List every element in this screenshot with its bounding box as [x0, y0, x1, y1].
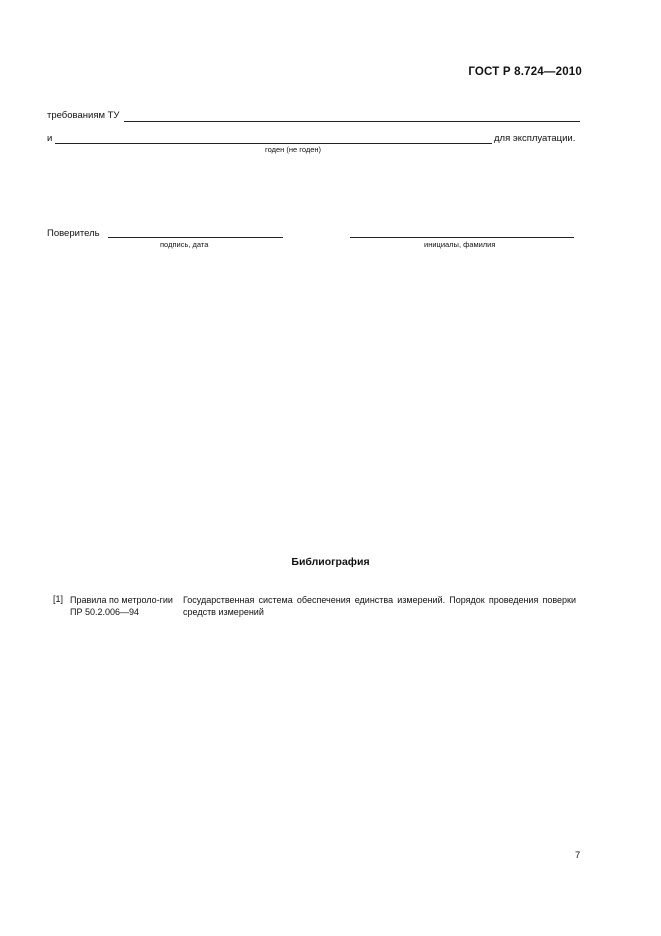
- caption-initials-surname: инициалы, фамилия: [424, 240, 496, 249]
- reference-description: Государственная система обеспечения единства измерений. Порядок проведения поверки средств измерений: [183, 595, 576, 617]
- caption-fit-unfit: годен (не годен): [265, 145, 322, 154]
- reference-number: [1]: [53, 594, 64, 604]
- document-id: ГОСТ Р 8.724—2010: [468, 66, 582, 78]
- caption-signature-date: подпись, дата: [160, 240, 209, 249]
- form-label-tu: требованиям ТУ: [47, 110, 120, 121]
- signature-line: [108, 237, 283, 238]
- bibliography-title: Библиография: [291, 556, 370, 568]
- form-prefix-and: и: [47, 133, 53, 144]
- blank-line-fitness: [55, 143, 492, 144]
- name-line: [350, 237, 574, 238]
- page-number: 7: [575, 850, 581, 861]
- form-suffix-operation: для эксплуатации.: [494, 133, 576, 144]
- blank-line-tu: [124, 121, 580, 122]
- reference-source: Правила по метроло-гии ПР 50.2.006—94: [70, 595, 173, 617]
- verifier-label: Поверитель: [47, 228, 100, 239]
